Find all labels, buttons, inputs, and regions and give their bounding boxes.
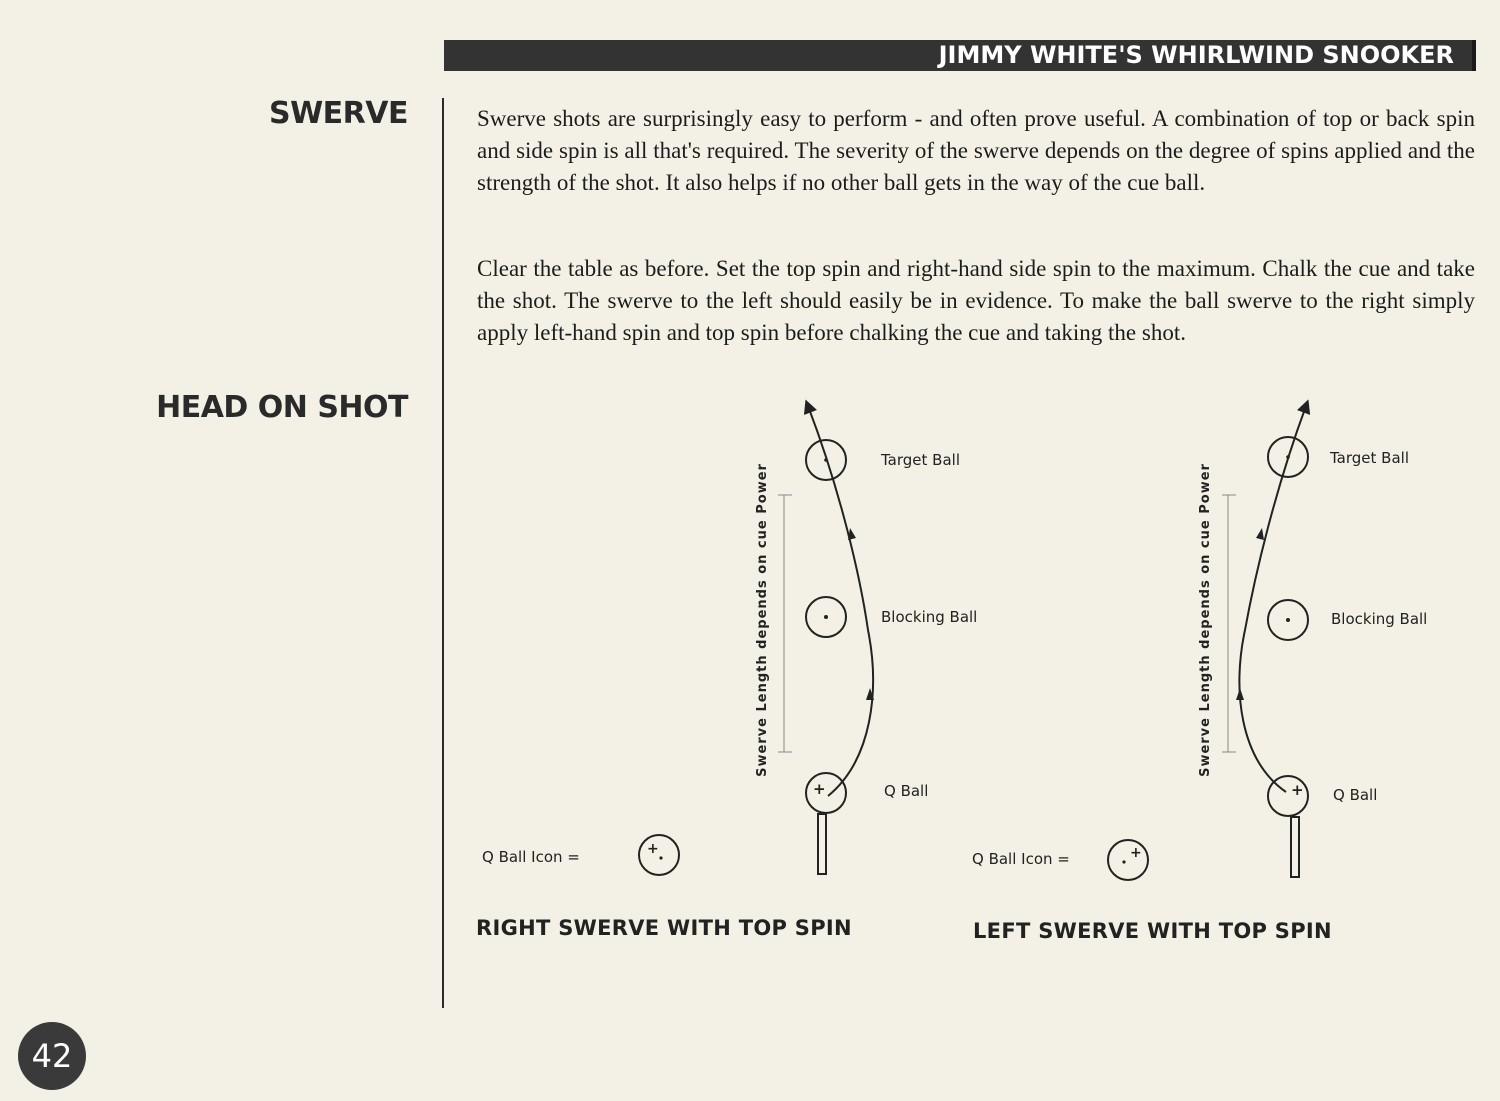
left-target-label: Target Ball — [1330, 449, 1409, 467]
left-q-ball-icon — [1108, 840, 1148, 880]
swerve-diagrams — [470, 390, 1480, 890]
right-q-label: Q Ball — [884, 782, 929, 800]
left-cue-stick — [1291, 817, 1299, 877]
swerve-paragraph-1: Swerve shots are surprisingly easy to perform - and often prove useful. A combination of top or back spin and side spin is all that's required. The severity of the swerve depends on the degree of spins applied and the strength of the shot. It also helps if no other ball gets in the way of the cue ball. — [477, 106, 1475, 195]
right-blocking-label: Blocking Ball — [881, 608, 978, 626]
svg-text:+: + — [813, 780, 826, 798]
left-icon-label: Q Ball Icon = — [972, 850, 1070, 868]
left-path-arrow-upper — [1256, 528, 1264, 540]
swerve-heading: SWERVE — [268, 96, 408, 131]
column-divider — [442, 98, 444, 1008]
right-swerve-path — [808, 406, 873, 796]
right-path-arrow-upper — [848, 528, 856, 540]
page-number-badge — [18, 1022, 86, 1090]
left-swerve-diagram — [972, 406, 1427, 880]
left-swerve-caption: LEFT SWERVE WITH TOP SPIN — [973, 919, 1332, 943]
page-number: 42 — [31, 1037, 73, 1075]
right-swerve-diagram — [482, 406, 977, 875]
left-path-arrow-lower — [1236, 688, 1244, 700]
svg-text:+: + — [647, 841, 659, 857]
left-q-label: Q Ball — [1333, 786, 1378, 804]
svg-text:+: + — [1291, 781, 1304, 799]
left-swerve-path — [1239, 406, 1306, 792]
right-q-ball — [806, 773, 846, 813]
left-blocking-label: Blocking Ball — [1331, 610, 1428, 628]
right-q-ball-icon — [639, 835, 679, 875]
right-vertical-label: Swerve Length depends on cue Power — [755, 463, 770, 777]
right-target-label: Target Ball — [881, 451, 960, 469]
header-bar — [444, 40, 1476, 71]
right-cue-stick — [818, 814, 826, 874]
header-title: JIMMY WHITE'S WHIRLWIND SNOOKER — [938, 41, 1454, 69]
swerve-paragraph-2: Clear the table as before. Set the top spin and right-hand side spin to the maximum. Chalk the cue and take the shot. The swerve to the left should easily be in evidence. To make the ball swerve to the right simply apply left-hand spin and top spin before chalking the cue and taking the shot. — [477, 256, 1475, 345]
svg-text:+: + — [1130, 845, 1142, 861]
left-vertical-label: Swerve Length depends on cue Power — [1198, 463, 1213, 777]
right-icon-label: Q Ball Icon = — [482, 848, 580, 866]
right-swerve-caption: RIGHT SWERVE WITH TOP SPIN — [476, 916, 852, 940]
head-on-shot-heading: HEAD ON SHOT — [156, 390, 408, 425]
